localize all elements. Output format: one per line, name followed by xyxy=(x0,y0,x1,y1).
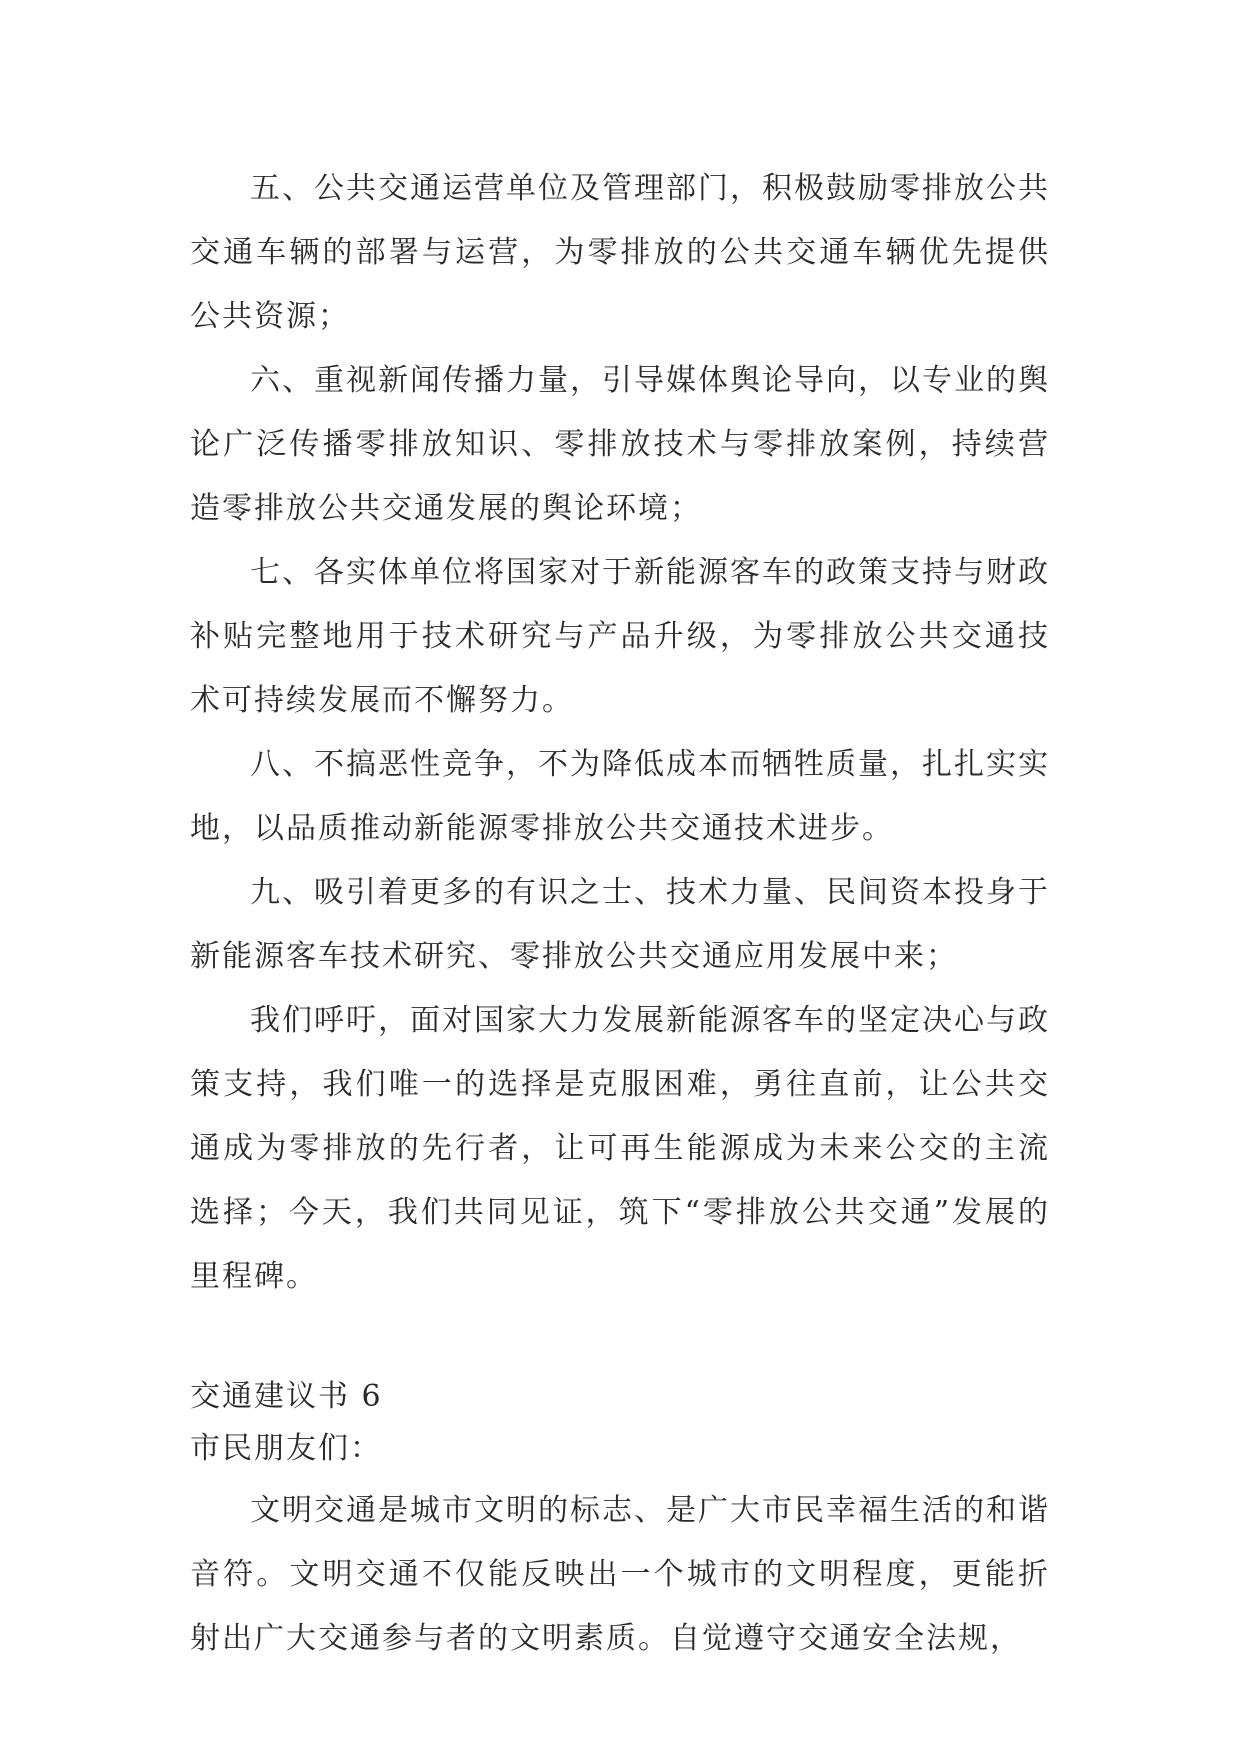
paragraph-item-7: 七、各实体单位将国家对于新能源客车的政策支持与财政补贴完整地用于技术研究与产品升级，为零排放公共交通技术可持续发展而不懈努力。 xyxy=(190,555,1050,718)
paragraph-appeal: 我们呼吁，面对国家大力发展新能源客车的坚定决心与政策支持，我们唯一的选择是克服困难，勇往直前，让公共交通成为零排放的先行者，让可再生能源成为未来公交的主流选择；今天，我们共同见证，筑下“零排放公共交通”发展的里程碑。 xyxy=(190,1003,1050,1294)
paragraph-item-9: 九、吸引着更多的有识之士、技术力量、民间资本投身于新能源客车技术研究、零排放公共交通应用发展中来； xyxy=(190,875,1050,974)
salutation: 市民朋友们： xyxy=(190,1431,382,1466)
paragraph-intro: 文明交通是城市文明的标志、是广大市民幸福生活的和谐音符。文明交通不仅能反映出一个城市的文明程度，更能折射出广大交通参与者的文明素质。自觉遵守交通安全法规， xyxy=(190,1493,1050,1656)
paragraph-item-5: 五、公共交通运营单位及管理部门，积极鼓励零排放公共交通车辆的部署与运营，为零排放的公共交通车辆优先提供公共资源； xyxy=(190,171,1050,334)
section-title: 交通建议书 6 xyxy=(190,1379,383,1414)
section-gap xyxy=(190,1309,1050,1371)
document-page xyxy=(190,157,1050,1671)
paragraph-item-6: 六、重视新闻传播力量，引导媒体舆论导向，以专业的舆论广泛传播零排放知识、零排放技术与零排放案例，持续营造零排放公共交通发展的舆论环境； xyxy=(190,363,1050,526)
paragraph-item-8: 八、不搞恶性竞争，不为降低成本而牺牲质量，扎扎实实地，以品质推动新能源零排放公共交通技术进步。 xyxy=(190,747,1050,846)
